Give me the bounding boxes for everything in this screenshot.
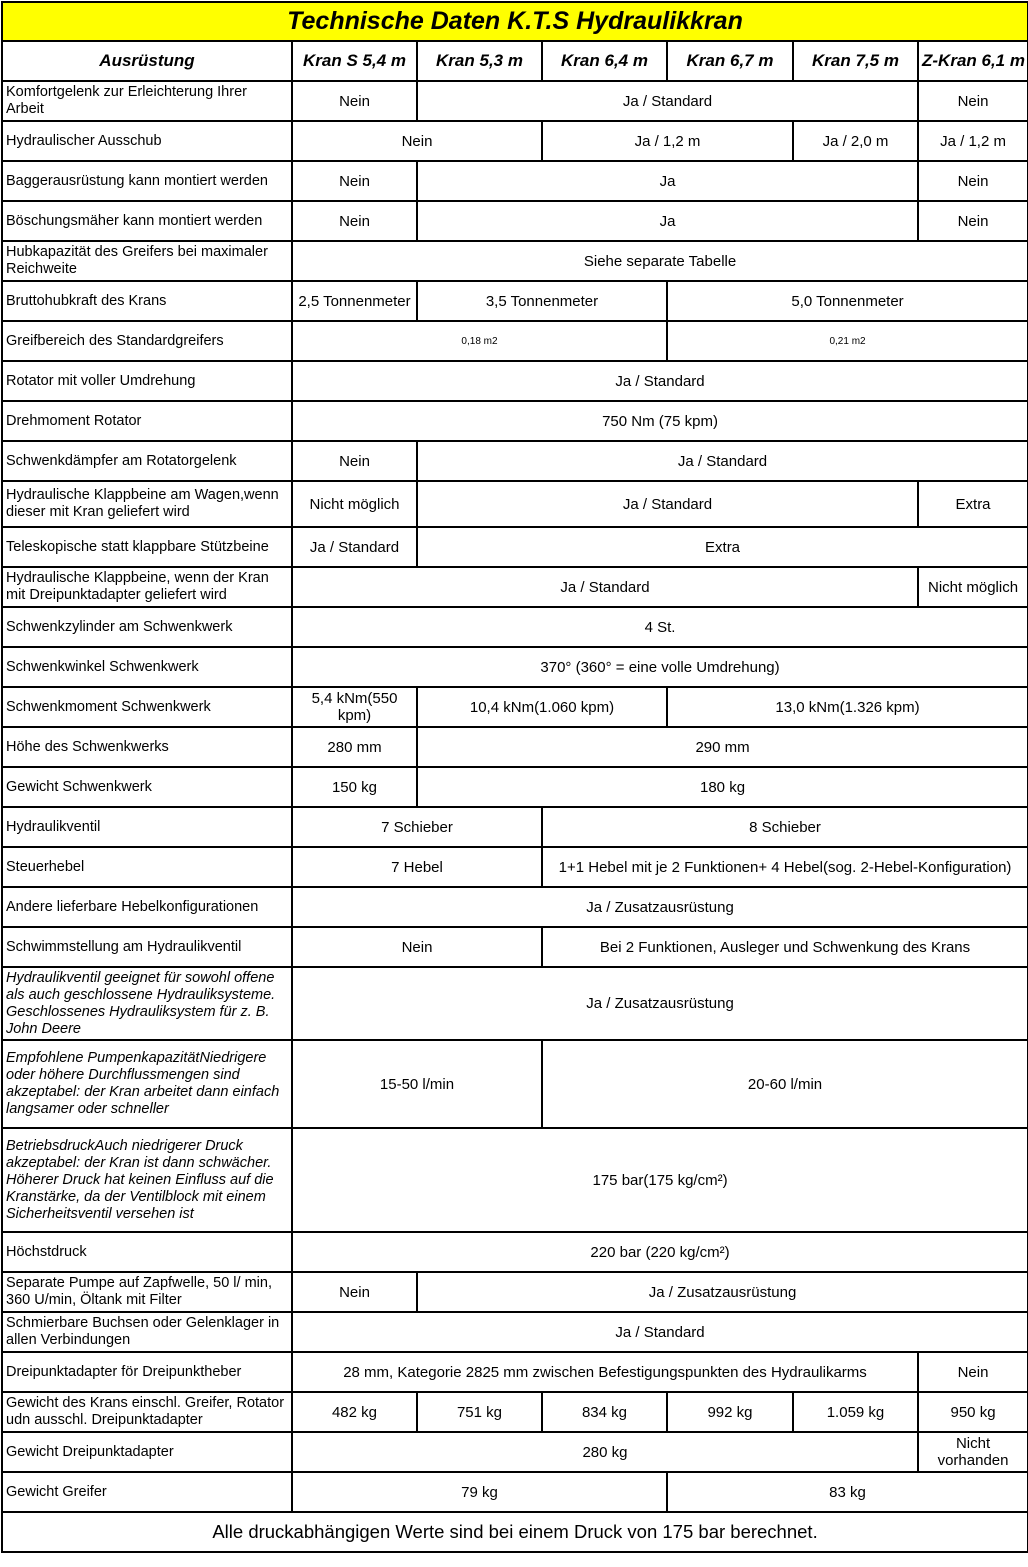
value-cell: Nein [292,81,417,121]
row-label: Gewicht des Krans einschl. Greifer, Rotator udn ausschl. Dreipunktadapter [2,1392,292,1432]
model-header: Kran 5,3 m [417,41,542,81]
value-cell: 280 mm [292,727,417,767]
value-cell: 751 kg [417,1392,542,1432]
value-cell: Ja / 1,2 m [542,121,793,161]
value-cell: Nein [918,201,1028,241]
value-cell: 13,0 kNm(1.326 kpm) [667,687,1028,727]
table-row [2,727,1028,767]
row-label: Gewicht Greifer [2,1472,292,1512]
row-label: Schwimmstellung am Hydraulikventil [2,927,292,967]
value-cell: Nicht möglich [918,567,1028,607]
footer-note: Alle druckabhängigen Werte sind bei einem Druck von 175 bar berechnet. [2,1512,1028,1552]
table-row [2,1272,1028,1312]
value-cell: 220 bar (220 kg/cm²) [292,1232,1028,1272]
value-cell: 28 mm, Kategorie 2825 mm zwischen Befestigungspunkten des Hydraulikarms [292,1352,918,1392]
value-cell: 5,4 kNm(550 kpm) [292,687,417,727]
row-label: Hubkapazität des Greifers bei maximaler Reichweite [2,241,292,281]
row-label: Schwenkzylinder am Schwenkwerk [2,607,292,647]
value-cell: Ja / Zusatzausrüstung [417,1272,1028,1312]
table-row [2,1472,1028,1512]
row-label: Schmierbare Buchsen oder Gelenklager in allen Verbindungen [2,1312,292,1352]
row-label: Bruttohubkraft des Krans [2,281,292,321]
value-cell: Nicht möglich [292,481,417,527]
value-cell: Nein [292,1272,417,1312]
row-label: Teleskopische statt klappbare Stützbeine [2,527,292,567]
table-row [2,1432,1028,1472]
table-row [2,121,1028,161]
table-row [2,1392,1028,1432]
value-cell: 1.059 kg [793,1392,918,1432]
value-cell: 10,4 kNm(1.060 kpm) [417,687,667,727]
value-cell: Ja / Zusatzausrüstung [292,967,1028,1040]
row-label: Hydraulikventil geeignet für sowohl offene als auch geschlossene Hydrauliksysteme. Geschlossenes Hydrauliksystem für z. B. John Deere [2,967,292,1040]
value-cell: Bei 2 Funktionen, Ausleger und Schwenkung des Krans [542,927,1028,967]
row-label: Schwenkwinkel Schwenkwerk [2,647,292,687]
spec-table [1,1,1028,1553]
value-cell: 834 kg [542,1392,667,1432]
table-row [2,321,1028,361]
value-cell: 7 Schieber [292,807,542,847]
value-cell: Ja / Standard [417,81,918,121]
header-row [2,41,1028,81]
value-cell: Ja / Zusatzausrüstung [292,887,1028,927]
value-cell: 2,5 Tonnenmeter [292,281,417,321]
value-cell: 950 kg [918,1392,1028,1432]
row-label: Andere lieferbare Hebelkonfigurationen [2,887,292,927]
row-label: Steuerhebel [2,847,292,887]
table-row [2,201,1028,241]
row-label: Separate Pumpe auf Zapfwelle, 50 l/ min, 360 U/min, Öltank mit Filter [2,1272,292,1312]
value-cell: Nein [292,927,542,967]
value-cell: Ja [417,161,918,201]
value-cell: Ja / Standard [292,1312,1028,1352]
table-row [2,1352,1028,1392]
row-label: BetriebsdruckAuch niedrigerer Druck akzeptabel: der Kran ist dann schwächer. Höherer Druck hat keinen Einfluss auf die Kranstärke, da der Ventilblock mit einem Sicherheitsventil versehen ist [2,1128,292,1232]
value-cell: Nein [918,1352,1028,1392]
value-cell: 20-60 l/min [542,1040,1028,1128]
row-label: Höhe des Schwenkwerks [2,727,292,767]
table-row [2,687,1028,727]
value-cell: Siehe separate Tabelle [292,241,1028,281]
value-cell: Ja / 2,0 m [793,121,918,161]
model-header: Kran S 5,4 m [292,41,417,81]
table-row [2,887,1028,927]
value-cell: Nein [292,161,417,201]
value-cell: 79 kg [292,1472,667,1512]
table-row [2,481,1028,527]
table-row [2,967,1028,1040]
table-row [2,401,1028,441]
value-cell: Ja / Standard [417,481,918,527]
table-row [2,161,1028,201]
row-label: Schwenkmoment Schwenkwerk [2,687,292,727]
value-cell: Ja / Standard [292,527,417,567]
row-label: Hydraulische Klappbeine am Wagen,wenn dieser mit Kran geliefert wird [2,481,292,527]
model-header: Kran 7,5 m [793,41,918,81]
value-cell: 3,5 Tonnenmeter [417,281,667,321]
value-cell: 7 Hebel [292,847,542,887]
value-cell: Ja / 1,2 m [918,121,1028,161]
feature-header: Ausrüstung [2,41,292,81]
row-label: Gewicht Schwenkwerk [2,767,292,807]
table-row [2,241,1028,281]
value-cell: 482 kg [292,1392,417,1432]
row-label: Greifbereich des Standardgreifers [2,321,292,361]
value-cell: 83 kg [667,1472,1028,1512]
row-label: Drehmoment Rotator [2,401,292,441]
value-cell: Extra [918,481,1028,527]
row-label: Dreipunktadapter för Dreipunktheber [2,1352,292,1392]
value-cell: 280 kg [292,1432,918,1472]
value-cell: 0,21 m2 [667,321,1028,361]
value-cell: Ja / Standard [292,567,918,607]
table-row [2,1232,1028,1272]
table-row [2,1128,1028,1232]
table-row [2,647,1028,687]
value-cell: Ja [417,201,918,241]
row-label: Empfohlene PumpenkapazitätNiedrigere oder höhere Durchflussmengen sind akzeptabel: der Kran arbeitet dann einfach langsamer oder schneller [2,1040,292,1128]
value-cell: 1+1 Hebel mit je 2 Funktionen+ 4 Hebel(sog. 2-Hebel-Konfiguration) [542,847,1028,887]
value-cell: 150 kg [292,767,417,807]
value-cell: Extra [417,527,1028,567]
row-label: Baggerausrüstung kann montiert werden [2,161,292,201]
table-row [2,767,1028,807]
table-row [2,81,1028,121]
value-cell: 4 St. [292,607,1028,647]
row-label: Gewicht Dreipunktadapter [2,1432,292,1472]
table-row [2,1040,1028,1128]
model-header: Kran 6,7 m [667,41,793,81]
page-title: Technische Daten K.T.S Hydraulikkran [2,2,1028,41]
row-label: Schwenkdämpfer am Rotatorgelenk [2,441,292,481]
row-label: Komfortgelenk zur Erleichterung Ihrer Arbeit [2,81,292,121]
row-label: Hydraulischer Ausschub [2,121,292,161]
value-cell: 180 kg [417,767,1028,807]
value-cell: 370° (360° = eine volle Umdrehung) [292,647,1028,687]
value-cell: 8 Schieber [542,807,1028,847]
value-cell: 0,18 m2 [292,321,667,361]
table-row [2,361,1028,401]
table-row [2,281,1028,321]
row-label: Hydraulische Klappbeine, wenn der Kran mit Dreipunktadapter geliefert wird [2,567,292,607]
row-label: Böschungsmäher kann montiert werden [2,201,292,241]
model-header: Z-Kran 6,1 m [918,41,1028,81]
table-row [2,441,1028,481]
row-label: Rotator mit voller Umdrehung [2,361,292,401]
row-label: Höchstdruck [2,1232,292,1272]
value-cell: Ja / Standard [417,441,1028,481]
table-row [2,527,1028,567]
value-cell: 175 bar(175 kg/cm²) [292,1128,1028,1232]
row-label: Hydraulikventil [2,807,292,847]
table-row [2,807,1028,847]
value-cell: 750 Nm (75 kpm) [292,401,1028,441]
table-row [2,847,1028,887]
value-cell: Nicht vorhanden [918,1432,1028,1472]
value-cell: Nein [292,441,417,481]
table-row [2,927,1028,967]
value-cell: 992 kg [667,1392,793,1432]
value-cell: Nein [918,81,1028,121]
value-cell: Nein [292,201,417,241]
value-cell: Ja / Standard [292,361,1028,401]
value-cell: Nein [292,121,542,161]
table-row [2,607,1028,647]
table-row [2,567,1028,607]
value-cell: Nein [918,161,1028,201]
value-cell: 290 mm [417,727,1028,767]
model-header: Kran 6,4 m [542,41,667,81]
value-cell: 15-50 l/min [292,1040,542,1128]
value-cell: 5,0 Tonnenmeter [667,281,1028,321]
table-row [2,1312,1028,1352]
